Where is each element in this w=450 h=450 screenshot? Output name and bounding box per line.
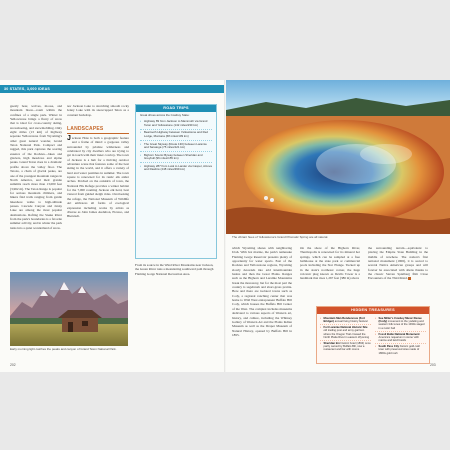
road-trip-item: • Highway 89 from Jackson to Mammoth via Grand Teton and Yellowstone (142 miles/230 km) (140, 119, 212, 130)
landscapes-body: ackson Hole is both a geographic feature and a frame of mind: a gorgeous valley surrounded by pristine wilderness and celebrated by city dwellers who are trying to get in touch with their inner cowboy. The town of Jackson is a hub for a thriving outdoor adventure scene that features some of the best skiing in the world, and it offers a variety of land and water pastimes in summer. The town square is renowned for its rustic elk antler arches. Perched on the outskirts of town, the National Elk Refuge provides a winter habitat for the 7,000 roaming Jackson elk herd, best viewed from guided sleigh rides. Overlooking the refuge, the National Museum of Wildlife Art embraces all forms of zoological expression including works by artists as diverse as John James Audubon, Picasso, and Bierstadt. (67, 136, 129, 219)
grand-teton-illustration (10, 272, 128, 346)
road-trips-sidebar (135, 104, 217, 259)
grand-prismatic-photo (226, 80, 450, 234)
landscapes-text (67, 136, 129, 219)
tetons-caption: Early morning light catches the peaks and canyon of Grand Teton National Park. (10, 347, 117, 351)
book-spread (0, 80, 450, 372)
road-trips-intro: Great drives across the Cowboy State: (140, 113, 190, 117)
right-column-2-text: On the shore of the Bighorn River, Thermopolis is renowned for its mineral hot springs, which can be sampled at a free bathhouse at the state park or commercial pools including the Star Plunge. Tucked up in the state's northeast corner, the huge volcanic plug known as Devils Tower is a landmark that rises 1,267 feet (386 m) above (300, 246, 360, 281)
road-trip-item: • Bighorn Scenic Byway between Sheridan and Greybull (96 miles/155 km) (140, 152, 212, 163)
hidden-treasure-item: • Sheridan Inn historic hotel (1893) once partly owned by Buffalo Bill, now a restaurant and bar with rooms (320, 341, 371, 352)
grand-teton-photo (10, 272, 128, 346)
hidden-treasures-sidebar (316, 306, 430, 364)
hidden-treasures-left-list (320, 316, 371, 356)
end-mark (408, 277, 411, 280)
road-trips-title: ROAD TRIPS (136, 105, 216, 112)
right-page-number: 203 (430, 363, 436, 367)
running-header-label: 30 STATES, 3,000 IDEAS (4, 87, 51, 91)
landscapes-dropcap: J (67, 135, 71, 142)
hidden-treasures-title: HIDDEN TREASURES (317, 307, 429, 314)
running-header (0, 85, 224, 93)
road-trip-item: • Highway 287 from Lusk to Lander via Casper, Alcova and Rawlins (248 miles/399 km) (140, 163, 212, 173)
hidden-treasure-item: • Sue Miller's Cowboy Music Revue (Cody) movement to the yodeling and western folk tunes of the 1930s staged in a rustic hall (375, 316, 426, 332)
hidden-treasure-item: • Fossil Butte National Monument America's 'aquarium in stone' with marine and land fossils (375, 332, 426, 344)
hidden-treasure-item: • Mountain Man Rendezvous (Fort Bridger) annual living history festival (320, 316, 371, 325)
grand-prismatic-illustration (226, 80, 450, 234)
road-trip-item: • The Great Skyway (Route 130) between Laramie and Saratoga (75 miles/121 km) (140, 141, 212, 152)
landscapes-rule (67, 133, 129, 134)
prismatic-caption: The vibrant hues of Yellowstone's Grand Prismatic Spring are all natural. (232, 235, 329, 239)
right-column-1-text: which Wyoming shares with neighboring Utah. With hot marine, the park's namesake Flaming Gorge Reservoir presents plenty of opportunity for water sports. East of the Rockies and Yellowstone regions, Wyoming slowly descends into arid intermountain basins and then the Great Plains. Ranges such as the Bighorn and Laramie Mountains break the monotony, but for the most part the country is sagebrush and short-grass prairie. Here and there are isolated towns such as Cody, a regional ranching center that was home to Wild West entrepreneur Buffalo Bill Cody, which houses the Buffalo Bill Center of the West. The complex includes museums dedicated to various aspects of Western art, history, and culture, including the Whitney Gallery of Western Art and the Plains Indian Museum as well as the Draper Museum of Natural History, opened by Buffalo Bill in 1895. (232, 246, 292, 337)
road-trips-list (136, 119, 216, 174)
landscapes-heading: LANDSCAPES (67, 126, 104, 132)
hidden-treasure-item: • Fort Laramie National Historic Site old trading post and army garrison where the Oregon Trail crossed the North Platte River in eastern Wyoming (320, 325, 371, 341)
left-page-number: 202 (10, 363, 16, 367)
right-column-3-text: the surrounding terrain—equivalent to placing the Empire State Building in the middle of nowhere. The nation's first national monument (1906), it is sacred to several Native American groups and will forever be associated with aliens thanks to the classic Steven Spielberg film Close Encounters of the Third Kind. (368, 246, 428, 281)
hidden-treasures-right-list (375, 316, 426, 356)
hidden-treasure-item: • South Pass City historic gold-rush town with preserved sites made of 1860s gold rush (375, 344, 426, 355)
left-column-2-intro: nor Jackson Lake to stretching smooth rocky Jenny Lake with its snowcapped Teton as a constant backdrop. (67, 104, 129, 117)
middle-column-text: From its source in the Wind River Mountains near Jackson, the Green River runs a meandering southward path through Flaming Gorge National Recreation Area. (135, 263, 214, 276)
road-trip-item: • Beartooth Highway between Yellowstone and Red Lodge, Montana (68 miles/109 km) (140, 130, 212, 141)
left-column-1-text: geezly bear, wolves, moose, and mountain bison—roam within the confines of a single park. Winter in Yellowstone brings a flurry of snow that is ideal for cross-country skiing, snowshoeing, and snowmobiling. Only eight miles (13 km) of highway separate Yellowstone from Wyoming's other great natural wonder, Grand Teton National Park. Compact and rugged, this park captures the soaring essence of the Rockies—lakes and glaciers, high meadows and alpine peaks. Grand Teton rises in a dramatic profile above the valley floor. The Tetons, a chain of glacial peaks, are one of the youngest mountain ranges in North America, and their granite summits reach more than 13,000 feet (3,962 m). The Teton Range is popular for serious mountain climbers, and hikers find trails ranging from gentle lakeshore walks to high-altitude passes. Cascade Canyon and Jenny Lake are among the most popular destinations. Rafting the Snake River from the park's boundaries is a favorite summer activity, and in winter the park turns into a quiet wonderland of snow. (10, 104, 63, 230)
hidden-treasures-columns (317, 314, 429, 356)
